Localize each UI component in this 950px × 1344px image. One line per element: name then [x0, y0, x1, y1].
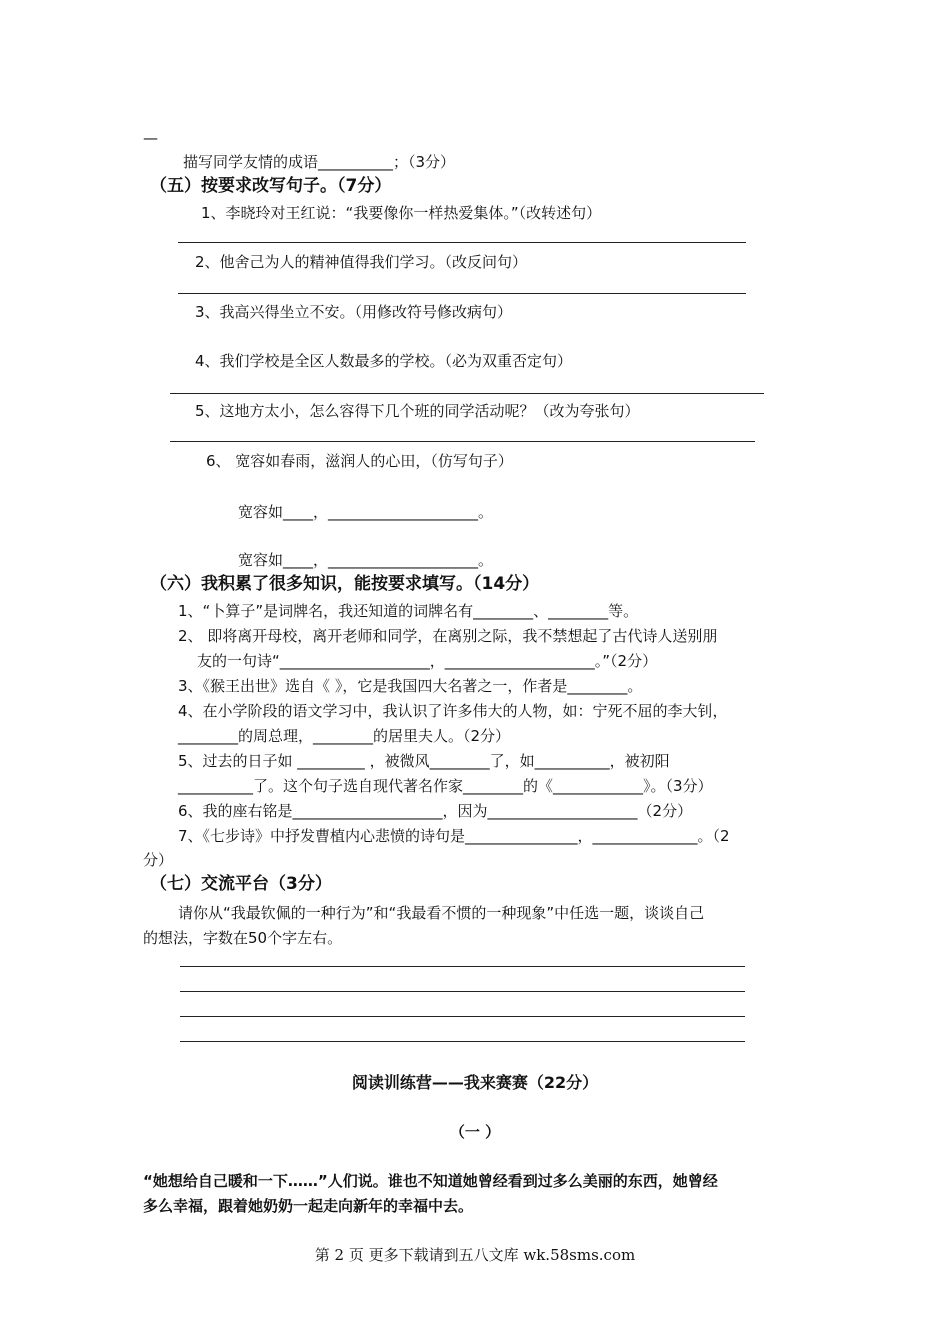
- reading-paragraph-line-1: “她想给自己暖和一下……”人们说。谁也不知道她曾经看到过多么美丽的东西，她曾经: [143, 1172, 718, 1190]
- section6-line-9: 6、我的座右铭是____________________，因为____________________（2分）: [178, 802, 693, 820]
- section7-title: （七）交流平台（3分）: [150, 874, 332, 894]
- writing-line: [180, 966, 745, 967]
- writing-line: [180, 1016, 745, 1017]
- section7-prompt-1: 请你从“我最钦佩的一种行为”和“我最看不惯的一种现象”中任选一题，谈谈自己: [178, 904, 705, 922]
- section6-line-5: 4、在小学阶段的语文学习中，我认识了许多伟大的人物，如：宁死不屈的李大钊，: [178, 702, 728, 720]
- section7-prompt-2: 的想法，字数在50个字左右。: [143, 929, 343, 947]
- section5-item-4: 4、我们学校是全区人数最多的学校。（必为双重否定句）: [195, 352, 573, 370]
- reading-title: 阅读训练营——我来赛赛（22分）: [351, 1073, 599, 1092]
- imitation-fill-2: 宽容如____，____________________。: [238, 551, 494, 569]
- section6-line-10: 7、《七步诗》中抒发曹植内心悲愤的诗句是_______________，______________。（2: [178, 827, 730, 845]
- answer-line: [178, 293, 746, 294]
- section5-title: （五）按要求改写句子。（7分）: [150, 176, 392, 196]
- section6-title: （六）我积累了很多知识，能按要求填写。（14分）: [150, 574, 540, 594]
- section6-line-7: 5、过去的日子如 _________ ，被微风________了，如__________，被初阳: [178, 752, 670, 770]
- section6-line-6: ________的周总理，________的居里夫人。（2分）: [178, 727, 511, 745]
- reading-paragraph-line-2: 多么幸福，跟着她奶奶一起走向新年的幸福中去。: [143, 1197, 474, 1215]
- section6-line-2: 2、 即将离开母校，离开老师和同学，在离别之际，我不禁想起了古代诗人送别朋: [178, 627, 718, 645]
- top-dash: —: [143, 129, 158, 147]
- writing-line: [180, 991, 745, 992]
- section6-line-11: 分）: [143, 851, 174, 869]
- section5-item-6: 6、 宽容如春雨，滋润人的心田，（仿写句子）: [206, 452, 513, 470]
- answer-line: [178, 242, 746, 243]
- section6-line-8: __________了。这个句子选自现代著名作家________的《____________》。（3分）: [178, 777, 713, 795]
- section5-item-5: 5、这地方太小，怎么容得下几个班的同学活动呢？（改为夸张句）: [195, 402, 640, 420]
- section6-line-3: 友的一句诗“____________________，____________________。”（2分）: [197, 652, 658, 670]
- section6-line-1: 1、“卜算子”是词牌名，我还知道的词牌名有________、________等。: [178, 602, 639, 620]
- section5-item-2: 2、他舍己为人的精神值得我们学习。（改反问句）: [195, 253, 528, 271]
- page-footer: 第 2 页 更多下载请到五八文库 wk.58sms.com: [314, 1246, 636, 1264]
- writing-line: [180, 1041, 745, 1042]
- section5-item-3: 3、我高兴得坐立不安。（用修改符号修改病句）: [195, 303, 513, 321]
- answer-line: [170, 441, 755, 442]
- section5-item-1: 1、李晓玲对王红说：“我要像你一样热爱集体。”（改转述句）: [201, 204, 602, 222]
- imitation-fill-1: 宽容如____，____________________。: [238, 503, 494, 521]
- friendship-idiom-question: 描写同学友情的成语__________；（3分）: [183, 153, 456, 171]
- reading-part-label: （一 ）: [449, 1123, 501, 1141]
- answer-line: [170, 393, 764, 394]
- section6-line-4: 3、《猴王出世》选自《 》，它是我国四大名著之一，作者是________。: [178, 677, 643, 695]
